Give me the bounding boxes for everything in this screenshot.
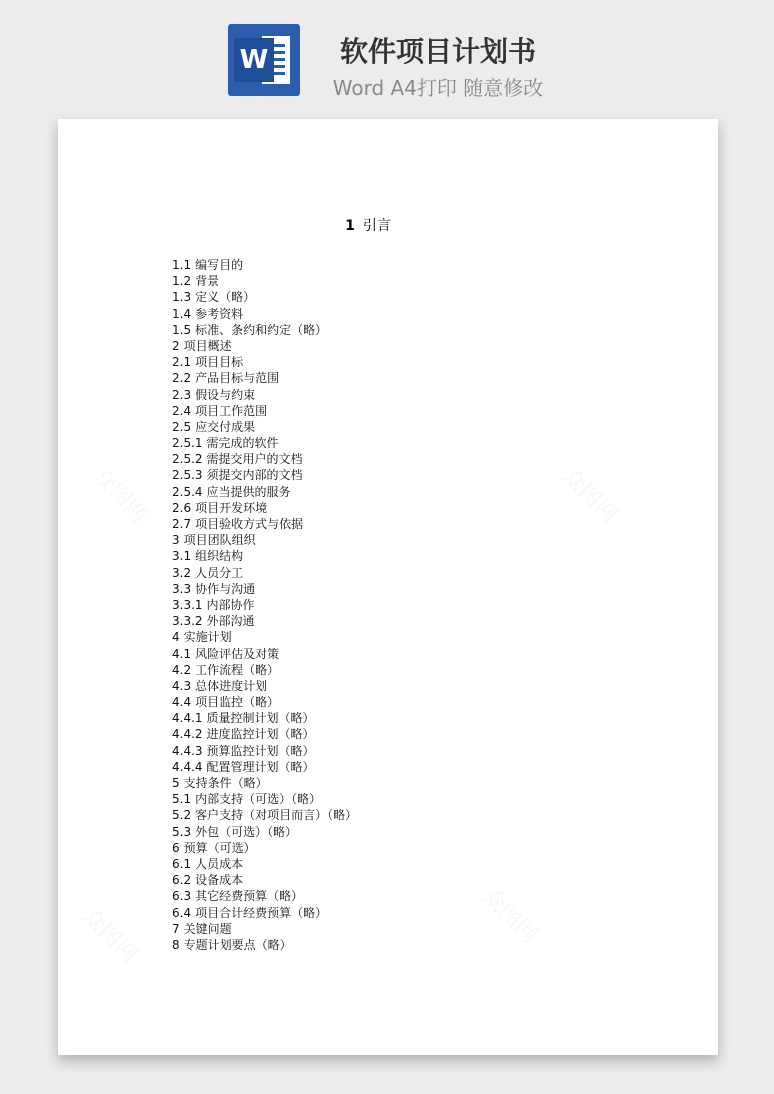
toc-item-number: 2.5.4 <box>172 484 203 499</box>
toc-item-number: 6.2 <box>172 873 192 888</box>
toc-item-text: 风险评估及对策 <box>195 646 280 661</box>
toc-item-number: 4.4.1 <box>172 711 203 726</box>
toc-item-number: 1.1 <box>172 258 192 272</box>
toc-item <box>172 710 602 726</box>
toc-item-number: 2.7 <box>172 517 192 531</box>
toc-item <box>172 921 602 937</box>
toc-item-number: 4.1 <box>172 646 192 661</box>
toc-item <box>172 500 602 516</box>
toc-item-text: 背景 <box>195 274 220 289</box>
toc-item-number: 6.4 <box>172 905 192 920</box>
toc-item-number: 4 <box>172 630 180 645</box>
toc-item <box>172 807 602 823</box>
toc-item-text: 协作与沟通 <box>195 581 256 596</box>
toc-item-text: 配置管理计划（略） <box>206 759 315 774</box>
toc-item-text: 内部支持（可选）（略） <box>195 792 322 807</box>
toc-item-number: 2.6 <box>172 500 192 515</box>
toc-item-text: 标准、条约和约定（略） <box>195 322 328 337</box>
page-title: 软件项目计划书 <box>339 35 536 68</box>
toc-item-text: 组织结构 <box>195 549 244 564</box>
toc-item <box>172 872 602 888</box>
toc-item-text: 设备成本 <box>195 873 244 888</box>
toc-item <box>172 662 602 678</box>
toc-item-number: 4.4.4 <box>172 759 203 774</box>
toc-item-number: 2.5.3 <box>172 468 203 483</box>
toc-item-text: 需提交用户的文档 <box>206 452 303 467</box>
toc-item <box>172 403 602 419</box>
toc-item-text: 实施计划 <box>183 630 232 645</box>
toc-item <box>172 435 602 451</box>
toc-item-text: 人员分工 <box>195 565 244 580</box>
toc-item-number: 3.3.1 <box>172 597 203 612</box>
toc-item-text: 总体进度计划 <box>195 678 268 693</box>
toc-item <box>172 370 602 386</box>
toc-item-number: 3.3.2 <box>172 614 203 629</box>
toc-item <box>172 273 602 289</box>
toc-item-number: 3.2 <box>172 565 192 580</box>
toc-item-text: 应交付成果 <box>195 419 256 434</box>
toc-item-number: 3.3 <box>172 581 192 596</box>
toc-item-number: 6.3 <box>172 889 192 904</box>
toc-item <box>172 905 602 921</box>
toc-item-number: 4.4.2 <box>172 727 203 742</box>
toc-item <box>172 856 602 872</box>
toc-item-number: 2.5 <box>172 419 192 434</box>
toc-item-text: 客户支持（对项目而言）（略） <box>195 808 358 823</box>
toc-item-text: 外部沟通 <box>206 614 255 629</box>
toc-item <box>172 484 602 500</box>
toc-item-number: 4.2 <box>172 662 192 677</box>
toc-item <box>172 387 602 403</box>
toc-item <box>172 257 602 273</box>
word-icon <box>228 24 300 96</box>
toc-item-number: 3.1 <box>172 549 192 564</box>
document-page <box>58 119 718 1055</box>
toc-item <box>172 678 602 694</box>
toc-item <box>172 759 602 775</box>
toc-item <box>172 354 602 370</box>
toc-item-text: 假设与约束 <box>195 387 256 402</box>
toc-item-number: 2.3 <box>172 387 192 402</box>
toc-item-text: 项目开发环境 <box>195 500 268 515</box>
toc-item-number: 2.4 <box>172 403 192 418</box>
toc-item <box>172 613 602 629</box>
toc-item <box>172 306 602 322</box>
toc-item <box>172 840 602 856</box>
toc-item <box>172 322 602 338</box>
toc-item <box>172 597 602 613</box>
toc-item <box>172 451 602 467</box>
toc-item-text: 项目工作范围 <box>195 403 268 418</box>
toc-item <box>172 629 602 645</box>
toc-item-number: 2.5.1 <box>172 436 203 451</box>
toc-item-text: 项目验收方式与依据 <box>195 517 304 531</box>
toc-item-text: 专题计划要点（略） <box>183 937 292 952</box>
toc-item <box>172 548 602 564</box>
page-subtitle: Word A4打印 随意修改 <box>332 76 544 100</box>
toc-item-text: 支持条件（略） <box>183 776 268 790</box>
toc-item <box>172 581 602 597</box>
section-number: 1 <box>345 218 355 234</box>
toc-item-number: 6.1 <box>172 856 192 871</box>
toc-item-number: 4.3 <box>172 678 192 693</box>
toc-item <box>172 824 602 840</box>
toc-item-number: 8 <box>172 937 180 952</box>
toc-item-text: 项目概述 <box>183 338 232 353</box>
toc-item-text: 预算（可选） <box>183 840 256 855</box>
section-heading <box>58 215 678 235</box>
toc-item-text: 工作流程（略） <box>195 662 280 677</box>
watermark <box>87 460 156 529</box>
toc-item <box>172 565 602 581</box>
section-title: 引言 <box>362 218 391 234</box>
word-icon-letter: W <box>234 38 274 82</box>
toc-item <box>172 467 602 483</box>
toc-item <box>172 694 602 710</box>
toc-item-number: 4.4.3 <box>172 743 203 758</box>
toc-item-text: 需完成的软件 <box>206 436 279 451</box>
toc-item-number: 5 <box>172 776 180 790</box>
toc-item <box>172 791 602 807</box>
toc-item-text: 预算监控计划（略） <box>206 743 315 758</box>
watermark <box>77 900 146 969</box>
toc-item-number: 6 <box>172 840 180 855</box>
toc-item-text: 项目目标 <box>195 355 244 370</box>
toc-item <box>172 532 602 548</box>
toc-item-text: 项目合计经费预算（略） <box>195 905 328 920</box>
header-banner <box>0 0 774 110</box>
toc-item-text: 进度监控计划（略） <box>206 727 315 742</box>
toc-item-text: 关键问题 <box>183 921 232 936</box>
toc-item <box>172 338 602 354</box>
toc-item-text: 编写目的 <box>195 258 244 272</box>
toc-item-number: 1.5 <box>172 322 192 337</box>
toc-item-number: 1.3 <box>172 290 192 305</box>
toc-item <box>172 516 602 532</box>
toc-item <box>172 743 602 759</box>
toc-item-text: 项目监控（略） <box>195 695 280 710</box>
toc-item <box>172 419 602 435</box>
toc-item-number: 5.2 <box>172 808 192 823</box>
toc-item-number: 7 <box>172 921 180 936</box>
toc-item-text: 项目团队组织 <box>183 533 256 548</box>
toc-item-number: 2.5.2 <box>172 452 203 467</box>
toc-item-text: 须提交内部的文档 <box>206 468 303 483</box>
toc-item <box>172 937 602 953</box>
toc-item-number: 3 <box>172 533 180 548</box>
toc-item-text: 内部协作 <box>206 597 255 612</box>
toc-item-text: 其它经费预算（略） <box>195 889 304 904</box>
table-of-contents <box>172 257 602 953</box>
toc-item-text: 定义（略） <box>195 290 256 305</box>
toc-item <box>172 726 602 742</box>
toc-item-number: 1.2 <box>172 274 192 289</box>
toc-item-number: 5.3 <box>172 824 192 839</box>
toc-item <box>172 775 602 791</box>
toc-item <box>172 646 602 662</box>
toc-item <box>172 289 602 305</box>
toc-item-number: 2.2 <box>172 371 192 386</box>
toc-item-number: 2 <box>172 338 180 353</box>
toc-item-text: 外包（可选）（略） <box>195 824 298 839</box>
toc-item-number: 2.1 <box>172 355 192 370</box>
toc-item-text: 参考资料 <box>195 306 244 321</box>
toc-item-text: 产品目标与范围 <box>195 371 280 386</box>
toc-item-number: 1.4 <box>172 306 192 321</box>
toc-item-text: 人员成本 <box>195 856 244 871</box>
toc-item-number: 5.1 <box>172 792 192 807</box>
toc-item <box>172 888 602 904</box>
toc-item-number: 4.4 <box>172 695 192 710</box>
toc-item-text: 应当提供的服务 <box>206 484 291 499</box>
toc-item-text: 质量控制计划（略） <box>206 711 315 726</box>
